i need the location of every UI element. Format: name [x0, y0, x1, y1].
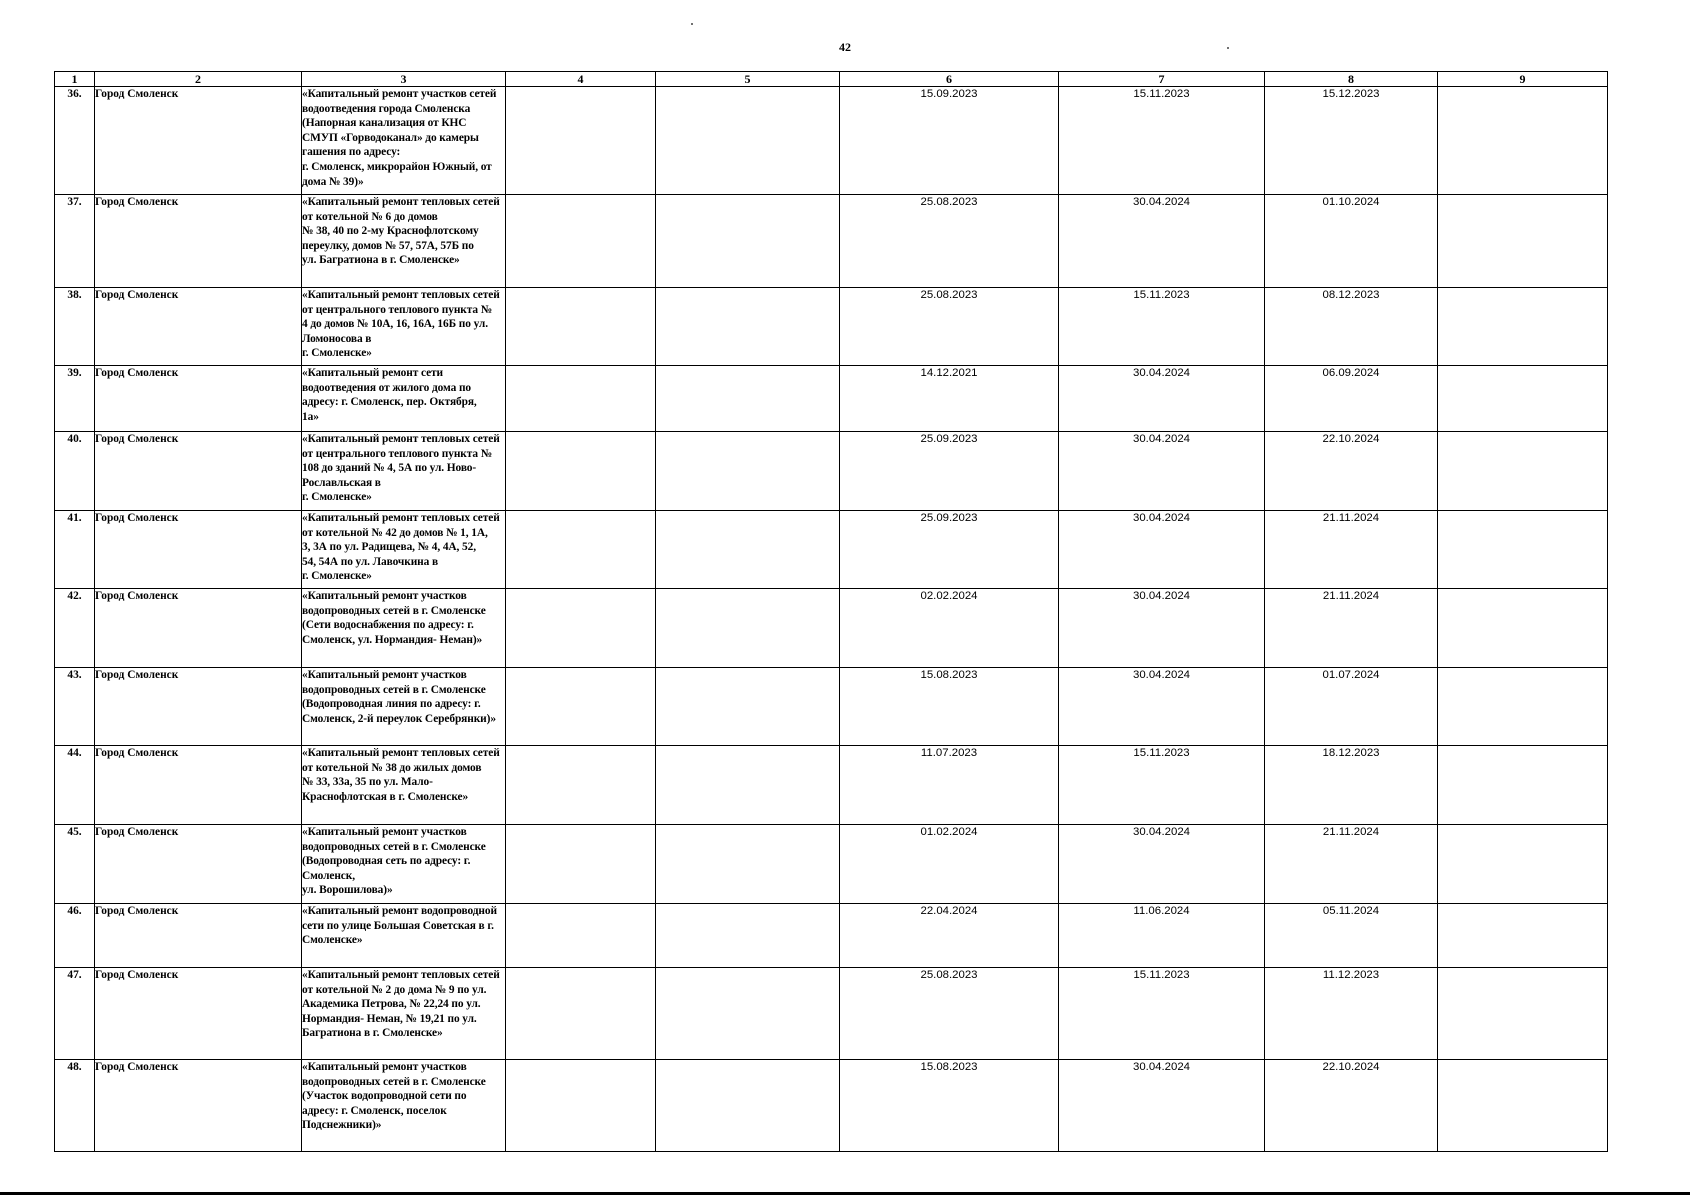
- table-row: [55, 1060, 1608, 1152]
- date-cell-col8: 22.10.2024: [1265, 1060, 1438, 1152]
- date-cell-col8: 15.12.2023: [1265, 87, 1438, 195]
- empty-cell: [506, 668, 656, 746]
- column-number-row: [55, 72, 1608, 87]
- object-description: [302, 668, 506, 746]
- empty-cell: [506, 1060, 656, 1152]
- table-row: [55, 288, 1608, 366]
- municipality-cell: Город Смоленск: [95, 511, 302, 589]
- object-description: [302, 288, 506, 366]
- date-cell-col8: 01.10.2024: [1265, 195, 1438, 288]
- row-number: 48.: [55, 1060, 95, 1152]
- column-header: 4: [506, 72, 656, 87]
- object-description: [302, 87, 506, 195]
- date-cell-col8: 21.11.2024: [1265, 825, 1438, 904]
- date-cell-col7: 30.04.2024: [1059, 195, 1265, 288]
- table-row: [55, 825, 1608, 904]
- date-cell-col6: 11.07.2023: [840, 746, 1059, 825]
- date-cell-col7: 30.04.2024: [1059, 1060, 1265, 1152]
- date-cell-col7: 30.04.2024: [1059, 825, 1265, 904]
- object-text: «Капитальный ремонт участков водопроводных сетей в г. Смоленске (Участок водопроводной сети по адресу: г. Смоленск, поселок Подснежники)»: [302, 1061, 486, 1132]
- empty-cell: [656, 87, 840, 195]
- table-row: [55, 432, 1608, 511]
- row-number: 46.: [55, 904, 95, 968]
- empty-cell: [506, 432, 656, 511]
- municipality-cell: Город Смоленск: [95, 825, 302, 904]
- table-row: [55, 668, 1608, 746]
- empty-cell: [1438, 825, 1608, 904]
- object-description: [302, 1060, 506, 1152]
- object-text: «Капитальный ремонт тепловых сетей от котельной № 38 до жилых домов № 33, 33а, 35 по ул. Мало- Краснофлотская в г. Смоленске»: [302, 747, 500, 803]
- municipality-cell: Город Смоленск: [95, 1060, 302, 1152]
- object-description: [302, 746, 506, 825]
- date-cell-col8: 21.11.2024: [1265, 589, 1438, 668]
- date-cell-col7: 30.04.2024: [1059, 668, 1265, 746]
- object-text: «Капитальный ремонт тепловых сетей от котельной № 2 до дома № 9 по ул. Академика Петрова, № 22,24 по ул. Нормандия- Неман, № 19,21 по ул. Багратиона в г. Смоленске»: [302, 969, 500, 1040]
- column-header: 1: [55, 72, 95, 87]
- scan-speck: [1227, 47, 1229, 49]
- date-cell-col6: 25.08.2023: [840, 288, 1059, 366]
- object-description: [302, 195, 506, 288]
- municipality-cell: Город Смоленск: [95, 195, 302, 288]
- object-description: [302, 366, 506, 432]
- municipality-cell: Город Смоленск: [95, 746, 302, 825]
- row-number: 43.: [55, 668, 95, 746]
- empty-cell: [1438, 968, 1608, 1060]
- object-text: «Капитальный ремонт участков водопроводных сетей в г. Смоленске (Водопроводная линия по адресу: г. Смоленск, 2-й переулок Серебрянки)»: [302, 669, 496, 725]
- empty-cell: [1438, 195, 1608, 288]
- object-text: «Капитальный ремонт участков водопроводных сетей в г. Смоленске (Сети водоснабжения по адресу: г. Смоленск, ул. Нормандия- Неман)»: [302, 590, 486, 646]
- object-text: «Капитальный ремонт участков сетей водоотведения города Смоленска (Напорная канализация от КНС СМУП «Горводоканал» до камеры гашения по адресу: г. Смоленск, микрорайон Южный, от дома № 39)»: [302, 88, 497, 188]
- empty-cell: [1438, 668, 1608, 746]
- row-number: 47.: [55, 968, 95, 1060]
- column-header: 7: [1059, 72, 1265, 87]
- empty-cell: [1438, 87, 1608, 195]
- date-cell-col8: 11.12.2023: [1265, 968, 1438, 1060]
- empty-cell: [506, 87, 656, 195]
- table-row: [55, 511, 1608, 589]
- row-number: 42.: [55, 589, 95, 668]
- row-number: 40.: [55, 432, 95, 511]
- column-header: 6: [840, 72, 1059, 87]
- column-header: 3: [302, 72, 506, 87]
- table-row: [55, 589, 1608, 668]
- date-cell-col6: 25.08.2023: [840, 968, 1059, 1060]
- empty-cell: [1438, 589, 1608, 668]
- date-cell-col7: 15.11.2023: [1059, 746, 1265, 825]
- date-cell-col7: 15.11.2023: [1059, 87, 1265, 195]
- date-cell-col6: 15.09.2023: [840, 87, 1059, 195]
- municipality-cell: Город Смоленск: [95, 904, 302, 968]
- date-cell-col8: 22.10.2024: [1265, 432, 1438, 511]
- empty-cell: [1438, 366, 1608, 432]
- page-number: 42: [839, 40, 851, 54]
- object-description: [302, 511, 506, 589]
- object-text: «Капитальный ремонт тепловых сетей от котельной № 6 до домов № 38, 40 по 2-му Краснофлотскому переулку, домов № 57, 57А, 57Б по ул. Багратиона в г. Смоленске»: [302, 196, 500, 267]
- date-cell-col6: 25.09.2023: [840, 511, 1059, 589]
- date-cell-col6: 25.08.2023: [840, 195, 1059, 288]
- empty-cell: [1438, 432, 1608, 511]
- empty-cell: [506, 968, 656, 1060]
- date-cell-col6: 15.08.2023: [840, 668, 1059, 746]
- date-cell-col7: 15.11.2023: [1059, 288, 1265, 366]
- municipality-cell: Город Смоленск: [95, 589, 302, 668]
- bottom-rule: [0, 1192, 1690, 1195]
- empty-cell: [506, 288, 656, 366]
- table-row: [55, 195, 1608, 288]
- date-cell-col7: 30.04.2024: [1059, 366, 1265, 432]
- empty-cell: [506, 825, 656, 904]
- empty-cell: [1438, 904, 1608, 968]
- date-cell-col8: 01.07.2024: [1265, 668, 1438, 746]
- object-text: «Капитальный ремонт сети водоотведения от жилого дома по адресу: г. Смоленск, пер. Октября, 1а»: [302, 367, 477, 423]
- empty-cell: [656, 825, 840, 904]
- column-header: 9: [1438, 72, 1608, 87]
- date-cell-col6: 14.12.2021: [840, 366, 1059, 432]
- date-cell-col7: 30.04.2024: [1059, 511, 1265, 589]
- date-cell-col7: 30.04.2024: [1059, 589, 1265, 668]
- empty-cell: [1438, 1060, 1608, 1152]
- row-number: 37.: [55, 195, 95, 288]
- empty-cell: [656, 668, 840, 746]
- empty-cell: [656, 904, 840, 968]
- object-text: «Капитальный ремонт тепловых сетей от котельной № 42 до домов № 1, 1А, 3, 3А по ул. Радищева, № 4, 4А, 52, 54, 54А по ул. Лавочкина в г. Смоленске»: [302, 512, 500, 583]
- date-cell-col7: 11.06.2024: [1059, 904, 1265, 968]
- date-cell-col8: 08.12.2023: [1265, 288, 1438, 366]
- empty-cell: [656, 432, 840, 511]
- empty-cell: [656, 288, 840, 366]
- row-number: 41.: [55, 511, 95, 589]
- row-number: 39.: [55, 366, 95, 432]
- date-cell-col8: 05.11.2024: [1265, 904, 1438, 968]
- table-row: [55, 746, 1608, 825]
- object-description: [302, 825, 506, 904]
- empty-cell: [656, 746, 840, 825]
- date-cell-col6: 25.09.2023: [840, 432, 1059, 511]
- date-cell-col6: 15.08.2023: [840, 1060, 1059, 1152]
- empty-cell: [1438, 511, 1608, 589]
- date-cell-col8: 21.11.2024: [1265, 511, 1438, 589]
- empty-cell: [656, 1060, 840, 1152]
- empty-cell: [656, 589, 840, 668]
- column-header: 8: [1265, 72, 1438, 87]
- empty-cell: [656, 195, 840, 288]
- date-cell-col6: 22.04.2024: [840, 904, 1059, 968]
- empty-cell: [1438, 746, 1608, 825]
- empty-cell: [506, 195, 656, 288]
- empty-cell: [1438, 288, 1608, 366]
- row-number: 38.: [55, 288, 95, 366]
- date-cell-col8: 18.12.2023: [1265, 746, 1438, 825]
- object-description: [302, 432, 506, 511]
- empty-cell: [506, 511, 656, 589]
- object-description: [302, 589, 506, 668]
- empty-cell: [656, 968, 840, 1060]
- row-number: 36.: [55, 87, 95, 195]
- municipality-cell: Город Смоленск: [95, 288, 302, 366]
- municipality-cell: Город Смоленск: [95, 432, 302, 511]
- date-cell-col6: 02.02.2024: [840, 589, 1059, 668]
- empty-cell: [506, 589, 656, 668]
- date-cell-col7: 30.04.2024: [1059, 432, 1265, 511]
- date-cell-col7: 15.11.2023: [1059, 968, 1265, 1060]
- table-row: [55, 366, 1608, 432]
- empty-cell: [656, 511, 840, 589]
- empty-cell: [506, 366, 656, 432]
- row-number: 44.: [55, 746, 95, 825]
- date-cell-col6: 01.02.2024: [840, 825, 1059, 904]
- object-text: «Капитальный ремонт водопроводной сети по улице Большая Советская в г. Смоленске»: [302, 905, 497, 947]
- column-header: 5: [656, 72, 840, 87]
- date-cell-col8: 06.09.2024: [1265, 366, 1438, 432]
- empty-cell: [656, 366, 840, 432]
- municipality-cell: Город Смоленск: [95, 87, 302, 195]
- object-description: [302, 904, 506, 968]
- repair-schedule-table: [54, 71, 1608, 1152]
- object-text: «Капитальный ремонт тепловых сетей от центрального теплового пункта № 4 до домов № 10А, 16, 16А, 16Б по ул. Ломоносова в г. Смоленске»: [302, 289, 500, 360]
- municipality-cell: Город Смоленск: [95, 968, 302, 1060]
- table-row: [55, 87, 1608, 195]
- row-number: 45.: [55, 825, 95, 904]
- scan-speck: [691, 23, 693, 25]
- object-text: «Капитальный ремонт тепловых сетей от центрального теплового пункта № 108 до зданий № 4, 5А по ул. Ново- Рославльская в г. Смоленске»: [302, 433, 500, 504]
- table-row: [55, 968, 1608, 1060]
- table-row: [55, 904, 1608, 968]
- object-description: [302, 968, 506, 1060]
- object-text: «Капитальный ремонт участков водопроводных сетей в г. Смоленске (Водопроводная сеть по адресу: г. Смоленск, ул. Ворошилова)»: [302, 826, 486, 897]
- empty-cell: [506, 904, 656, 968]
- municipality-cell: Город Смоленск: [95, 366, 302, 432]
- municipality-cell: Город Смоленск: [95, 668, 302, 746]
- column-header: 2: [95, 72, 302, 87]
- empty-cell: [506, 746, 656, 825]
